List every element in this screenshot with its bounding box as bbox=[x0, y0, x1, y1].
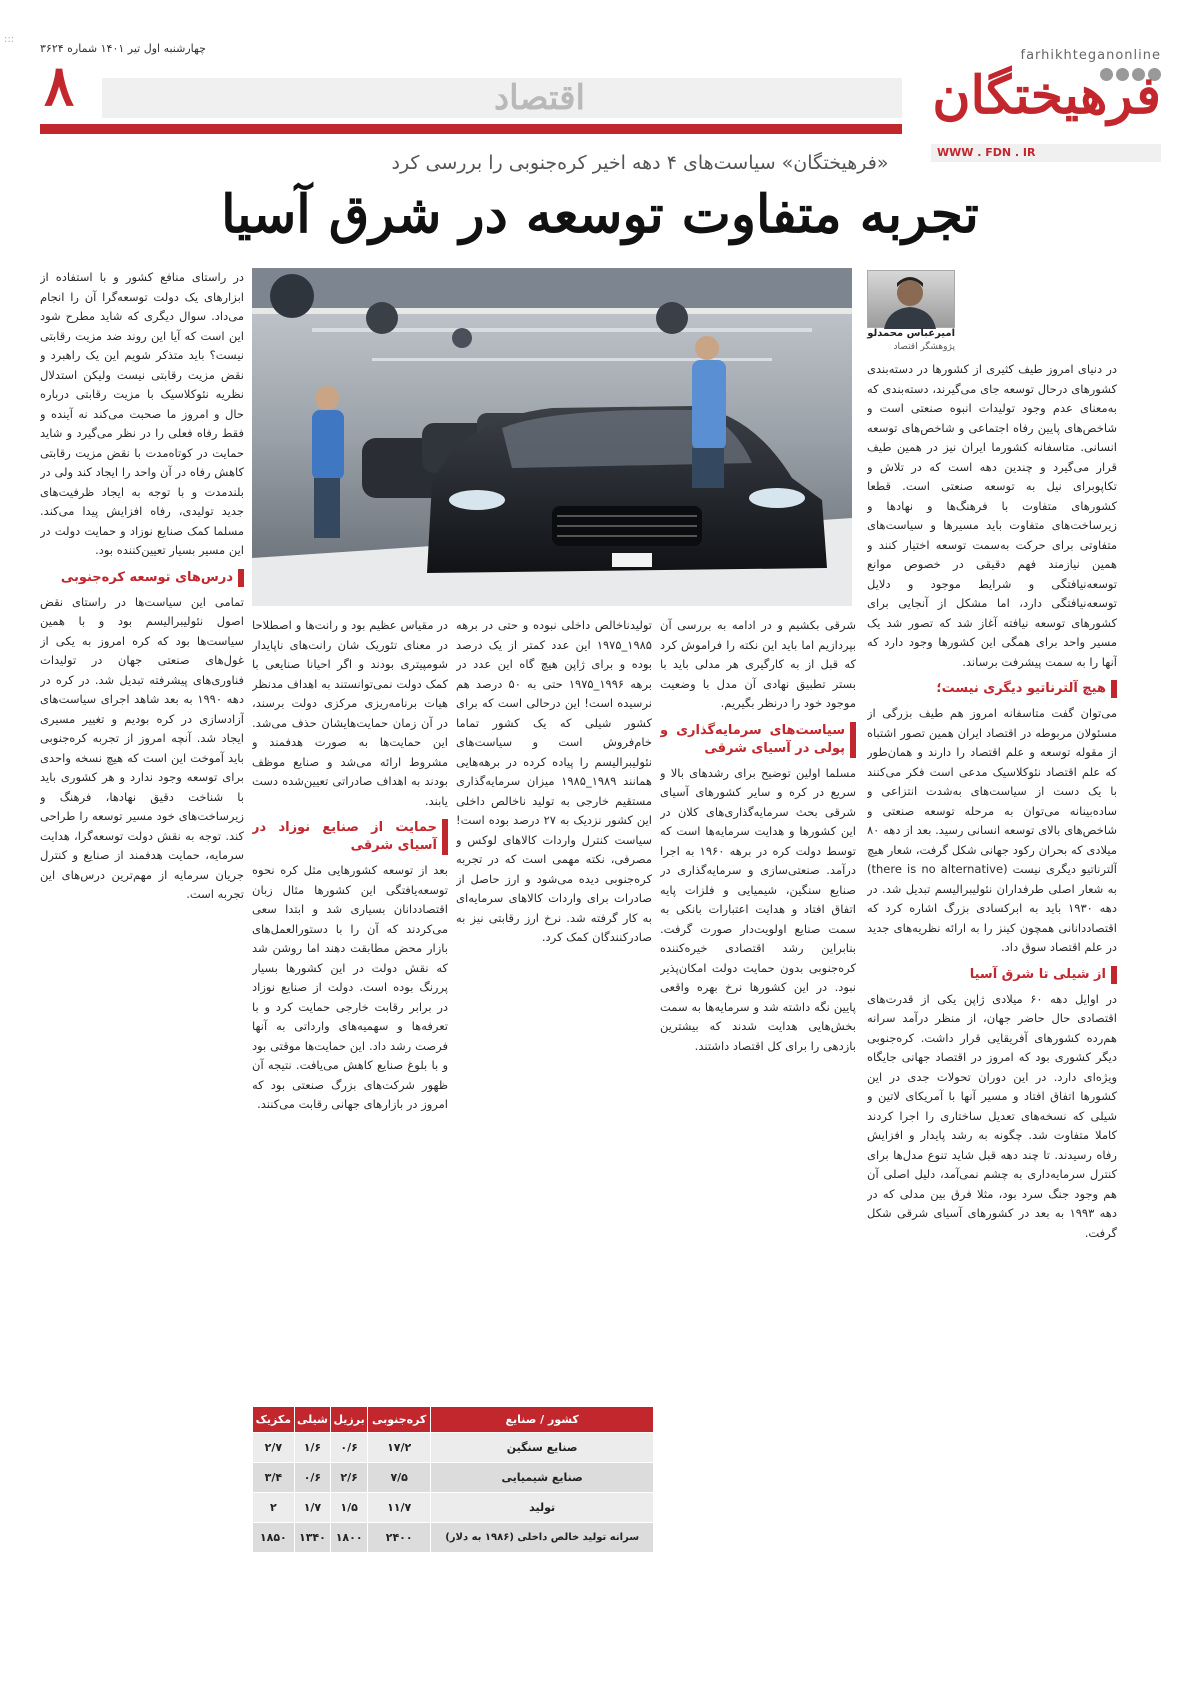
logo-block bbox=[931, 48, 1161, 159]
row-label: صنایع سنگین bbox=[431, 1433, 654, 1463]
row-label: تولید bbox=[431, 1493, 654, 1523]
car-factory-photo bbox=[252, 268, 852, 606]
author-avatar-icon bbox=[866, 271, 954, 329]
issue-date: چهارشنبه اول تیر ۱۴۰۱ شماره ۳۶۲۴ bbox=[40, 42, 206, 55]
paragraph: بعد از توسعه کشورهایی مثل کره نحوه توسعه‌یافتگی این کشورها مثال زبان اقتصاددانان بسیاری شد و ابتدا سعی می‌کردند که آن را با دستورالعمل‌های بازار محض مطابقت دهند اما روشن شد که نقش دولت در این کشورها بسیار پررنگ بوده است. دولت از صنایع نوزاد در برابر رقابت خارجی حمایت کرد و با تعرفه‌ها و سهمیه‌های وارداتی به آنها فرصت رشد داد. این حمایت‌ها موقتی بود و با بلوغ صنایع کاهش می‌یافت. نتیجه آن ظهور شرکت‌های بزرگ صنعتی بود که امروز در بازارهای جهانی رقابت می‌کنند. bbox=[252, 863, 448, 1111]
table-cell: ۲/۷ bbox=[253, 1433, 295, 1463]
table-cell: ۲/۶ bbox=[331, 1463, 368, 1493]
table-cell: ۱/۵ bbox=[331, 1493, 368, 1523]
paragraph: در راستای منافع کشور و با استفاده از ابزارهای یک دولت توسعه‌گرا آن را انجام می‌داد. سوال دیگری که شاید مطرح شود این است که آیا این روند ضد مزیت رقابتی نیست؟ باید متذکر شویم این یک راهبرد و نقض مزیت رقابتی نیست ولیکن استدلال نظریه نئوکلاسیک با مزیت رقابتی درباره حال و امروز ما صحبت می‌کند نه آینده و فقط رفاه فعلی را در نظر می‌گیرد و شاید حمایت در کوتاه‌مدت با نقض مزیت رقابتی کاهش رفاه در آن واحد را ایجاد کند ولی در بلندمدت و با توجه به ایجاد ظرفیت‌های جدید تولیدی، رفاه افزایش پیدا می‌کند. مسلما کمک صنایع نوزاد و حمایت دولت در این مسیر بسیار تعیین‌کننده بود. bbox=[40, 270, 244, 557]
subheading: حمایت از صنایع نوزاد در آسیای شرقی bbox=[252, 819, 448, 855]
author-photo bbox=[867, 270, 955, 328]
table-cell: ۲۴۰۰ bbox=[368, 1523, 431, 1553]
web-address[interactable]: WWW . FDN . IR bbox=[931, 144, 1161, 162]
subheading: سیاست‌های سرمایه‌گذاری و پولی در آسیای شرقی bbox=[660, 722, 856, 758]
row-label: سرانه تولید خالص داخلی (۱۹۸۶ به دلار) bbox=[431, 1523, 654, 1553]
column-1 bbox=[867, 360, 1117, 1680]
paragraph: مسلما اولین توضیح برای رشد‌های بالا و سریع در کره و سایر کشورهای آسیای شرقی بحث سرمایه‌گذاری‌های کلان در این کشورها و هدایت سرمایه‌ها است که توسط دولت کره در برهه ۱۹۶۰ به اجرا درآمد. صنعتی‌سازی و سرمایه‌گذاری در صنایع سنگین، شیمیایی و فلزات پایه اتفاق افتاد و هدایت اعتبارات بانکی به سمت صنایع اولویت‌دار صورت گرفت. بنابراین رشد اقتصادی خیره‌کننده کره‌جنوبی بدون حمایت دولت امکان‌پذیر نبود. در این کشورها نرخ بهره واقعی پایین نگه داشته شد و سرمایه‌ها به سمت بخش‌هایی هدایت شدند که بیشترین بازدهی را برای کل اقتصاد داشتند. bbox=[660, 765, 856, 1053]
column-5 bbox=[40, 268, 244, 1680]
table-cell: ۷/۵ bbox=[368, 1463, 431, 1493]
author-role: پژوهشگر اقتصاد bbox=[893, 342, 955, 352]
column-3 bbox=[456, 616, 652, 1396]
corner-mark: ::: bbox=[4, 34, 15, 45]
table-row bbox=[253, 1433, 654, 1463]
subheading: هیچ آلترناتیو دیگری نیست؛ bbox=[867, 680, 1117, 698]
paragraph: شرقی بکشیم و در ادامه به بررسی آن بپردازیم اما باید این نکته را فراموش کرد که قبل از به کارگیری هر مدلی باید با بستر تطبیق نهادی آن مدل با وضعیت موجود خود را درنظر بگیریم. bbox=[660, 618, 856, 710]
subheading: درس‌های توسعه کره‌جنوبی bbox=[40, 569, 244, 587]
masthead bbox=[40, 24, 1161, 159]
table-header: مکزیک bbox=[253, 1407, 295, 1433]
article-headline: تجربه متفاوت توسعه در شرق آسیا bbox=[221, 184, 979, 245]
factory-illustration bbox=[252, 268, 852, 606]
table-cell: ۱۱/۷ bbox=[368, 1493, 431, 1523]
table-header: کره‌جنوبی bbox=[368, 1407, 431, 1433]
author-name: امیرعباس محمدلو bbox=[867, 328, 955, 339]
table-cell: ۱/۶ bbox=[294, 1433, 331, 1463]
table-row bbox=[253, 1523, 654, 1553]
paragraph: تمامی این سیاست‌ها در راستای نقض اصول نئولیبرالیسم بود و با همین سیاست‌ها بود که کره امروز به یکی از غول‌های صنعتی جهان در تولیدات فناوری‌های پیشرفته تبدیل شد. در کره در دهه ۱۹۹۰ به بعد شاهد اجرای سیاست‌های آزادسازی در کره بودیم و تغییر مسیری ایجاد شد. آنچه امروز از تجربه کره‌جنوبی باید آموخت این است که هیچ نسخه واحدی برای توسعه وجود ندارد و هر کشوری باید با شناخت دقیق نهادها، فرهنگ و زیرساخت‌های خود مسیر توسعه را طراحی کند. توجه به نقش دولت توسعه‌گرا، هدایت سرمایه، حمایت هدفمند از صنایع و کنترل جریان سرمایه از مهم‌ترین درس‌های این تجربه است. bbox=[40, 594, 244, 901]
table-cell: ۳/۴ bbox=[253, 1463, 295, 1493]
table-header-row bbox=[253, 1407, 654, 1433]
table-row bbox=[253, 1463, 654, 1493]
section-title: اقتصاد bbox=[494, 78, 585, 118]
subheading: از شیلی تا شرق آسیا bbox=[867, 966, 1117, 984]
table-cell: ۱۷/۲ bbox=[368, 1433, 431, 1463]
table-cell: ۱/۷ bbox=[294, 1493, 331, 1523]
paragraph: در اوایل دهه ۶۰ میلادی ژاپن یکی از قدرت‌های اقتصادی حال حاضر جهان، از منظر درآمد سرانه هم‌رده کشورهای آفریقایی قرار داشت. کره‌جنوبی دیگر کشوری بود که امروز در اقتصاد جهانی جایگاه ویژه‌ای دارد. در این دوران تحولات جدی در این کشورها اتفاق افتاد و مسیر آنها با آمریکای لاتین و شیلی که نسخه‌های تعدیل ساختاری را اجرا کردند کاملا متفاوت شد. چگونه به رشد پایدار و افزایش رفاه رسیدند. تا چند دهه قبل شاید تنوع مدل‌ها برای کنترل سرمایه‌داری به چشم نمی‌آمد، دلیل اصلی آن هم وجود جنگ سرد بود، مثلا فرق بین مدلی که در دهه ۱۹۹۳ به بعد در کشورهای آسیای شرقی شکل گرفت. bbox=[867, 991, 1117, 1240]
paragraph: تولیدناخالص داخلی نبوده و حتی در برهه ۱۹۸۵_۱۹۷۵ این عدد کمتر از یک درصد بوده و برای ژاپن هیچ گاه این عدد در برهه ۱۹۹۶_۱۹۷۵ حتی به ۵۰ درصد هم نرسیده است! این درحالی است که برای کشور شیلی که یک کشور تماما خام‌فروش است و سیاست‌های نئولیبرالیسم را پیاده کرده در برهه‌هایی همانند ۱۹۸۹_۱۹۸۵ میزان سرمایه‌گذاری مستقیم خارجی به تولید ناخالص داخلی این کشور نزدیک به ۲۷ درصد بوده است! سیاست کنترل واردات کالاهای لوکس و مصرفی، نکته مهمی است که در تجربه کره‌جنوبی دیده می‌شود و ارز حاصل از صادرات برای واردات کالاهای سرمایه‌ای به کار گرفته شد. نرخ ارز رقابتی نیز به صادرکنندگان کمک کرد. bbox=[456, 618, 652, 944]
table-cell: ۰/۶ bbox=[331, 1433, 368, 1463]
header-divider bbox=[40, 124, 902, 134]
column-4 bbox=[252, 616, 448, 1396]
industry-comparison-table bbox=[252, 1406, 654, 1553]
paragraph: می‌توان گفت متاسفانه امروز هم طیف بزرگی از مسئولان مربوطه در اقتصاد ایران همین تصور اشتباه از مقوله توسعه و علم اقتصاد را دارند و همان‌طور که علم اقتصاد نئوکلاسیک مدعی است فکر می‌کنند با یک دست از سیاست‌های به‌شدت انتزاعی و ساده‌بینانه می‌توان به مرحله توسعه صنعتی و شاخص‌های بالای توسعه انسانی رسید. بعد از دهه ۸۰ میلادی که بحران رکود جهانی شکل گرفت، شعار هیچ آلترناتیو دیگری نیست (there is no alternative) به شعار اصلی طرفداران نئولیبرالیسم تبدیل شد. در دهه ۱۹۳۰ باید به ابرکسادی بزرگ اشاره کرد که اقتصاددانانی همچون کینز را به ارائه نظریه‌های جدید در علم اقتصاد سوق داد. bbox=[867, 706, 1117, 954]
table-header: شیلی bbox=[294, 1407, 331, 1433]
table-cell: ۲ bbox=[253, 1493, 295, 1523]
table-cell: ۱۳۴۰ bbox=[294, 1523, 331, 1553]
newspaper-logo: فرهیختگان bbox=[932, 65, 1161, 126]
table-row bbox=[253, 1493, 654, 1523]
paragraph: در دنیای امروز طیف کثیری از کشورها در دسته‌بندی کشورهای درحال توسعه جای می‌گیرند، دسته‌بندی که به‌معنای عدم وجود تولیدات انبوه صنعتی است و شاخص‌های پایین رفاه اجتماعی و شاخص‌های توسعه انسانی. متاسفانه کشورما ایران نیز در همین طیف قرار می‌گیرد و چندین دهه است که در تلاش و تکاپوبرای نیل به توسعه صنعتی است. قطعا کشورهای متفاوت با فرهنگ‌ها و نهادها و زیرساخت‌های متفاوت باید مسیرها و سیاست‌های متفاوتی برای حرکت به‌سمت توسعه اختیار کنند و همین نیازمند فهم دقیقی در خصوص موانع توسعه‌نیافتگی و شرایط موجود و دلایل توسعه‌نیافتگی دارد، اما مشکل از آنجایی برای کشورهای توسعه نیافته آغاز شد که تصور شد یک مسیر واحد برای همگی این کشورها وجود دارد که آنها را به سمت پیشرفت برساند. bbox=[867, 362, 1117, 669]
row-label: صنایع شیمیایی bbox=[431, 1463, 654, 1493]
article-kicker: «فرهیختگان» سیاست‌های ۴ دهه اخیر کره‌جنوبی را بررسی کرد bbox=[391, 152, 889, 174]
column-2 bbox=[660, 616, 856, 1680]
table-cell: ۱۸۰۰ bbox=[331, 1523, 368, 1553]
site-name[interactable]: farhikhteganonline bbox=[1020, 48, 1161, 63]
table-header: کشور / صنایع bbox=[431, 1407, 654, 1433]
table-header: برزیل bbox=[331, 1407, 368, 1433]
issue-line bbox=[40, 42, 890, 55]
table-cell: ۰/۶ bbox=[294, 1463, 331, 1493]
table-cell: ۱۸۵۰ bbox=[253, 1523, 295, 1553]
paragraph: در مقیاس عظیم بود و رانت‌ها و اصطلاحا در معنای تئوریک شان رانت‌های ناپایدار شومپیتری بودند و اگر احیانا صنایعی با کمک دولت نمی‌توانستند به اهداف مدنظر هیات برنامه‌ریزی مرکزی دولت برسند، در آن زمان حمایت‌هایشان حذف می‌شد. این حمایت‌ها به صورت هدفمند و مشروط ارائه می‌شد و صنایع موظف بودند به اهداف صادراتی تعیین‌شده دست یابند. bbox=[252, 618, 448, 808]
page-number: ۸ bbox=[44, 53, 75, 119]
